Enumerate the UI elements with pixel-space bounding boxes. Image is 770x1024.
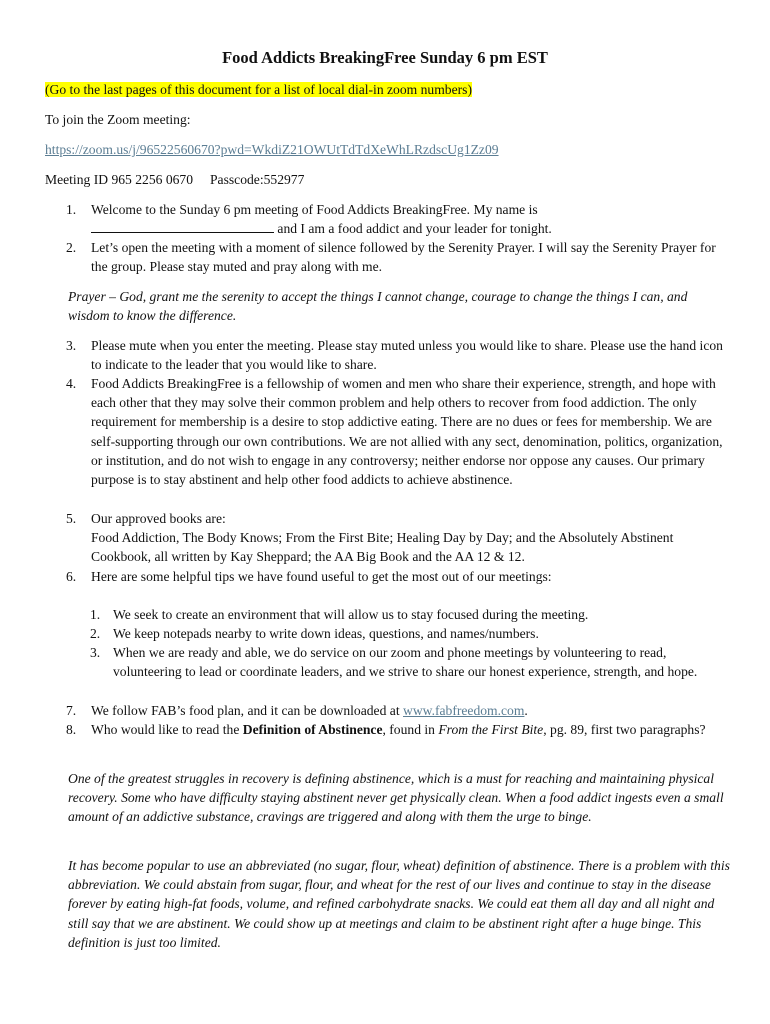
page-ref: , pg. 89, first two paragraphs? [543, 722, 706, 737]
fabfreedom-link[interactable]: www.fabfreedom.com [403, 703, 525, 718]
zoom-link-text[interactable]: https://zoom.us/j/96522560670?pwd=WkdiZ21OWUtTdTdXeWhLRzdscUg1Zz09 [45, 142, 499, 157]
tip-number: 3. [90, 645, 101, 660]
leader-text: and I am a food addict and your leader for tonight. [277, 221, 552, 237]
books-list: Food Addiction, The Body Knows; From the First Bite; Healing Day by Day; and the Absolutely Abstinent Cookbook, all written by Kay Sheppard; the AA Big Book and the AA 12 & 12. [91, 530, 674, 565]
period: . [524, 703, 528, 718]
tip-text: We keep notepads nearby to write down ideas, questions, and names/numbers. [113, 626, 539, 641]
list-text: Food Addicts BreakingFree is a fellowship of women and men who share their experience, strength, and hope with each other that they may solve their common problem and help others to recover from food addiction. The only requirement for membership is a desire to stop addictive eating. There are no dues or fees for membership. We are self-supporting through our own contributions. We are not allied with any sect, denomination, politics, organization, or institution, and do not wish to engage in any controversy; neither endorse nor oppose any causes. Our primary purpose is to stay abstinent and help other food addicts to achieve abstinence. [91, 376, 723, 488]
list-item-2 [66, 238, 728, 276]
dial-in-note [45, 80, 472, 99]
list-number: 7. [66, 703, 77, 718]
abstinence-paragraph-2: It has become popular to use an abbreviated (no sugar, flour, wheat) definition of abstinence. There is a problem with this abbreviation. We could abstain from sugar, flour, and wheat for the rest of our lives and continue to stay in the disease forever by eating high-fat foods, volume, and refined carbohydrate snacks. We could eat them all day and all night and still say that we are abstinent. We could show up at meetings and claim to be abstinent right after a huge binge. This definition is just too limited. [68, 858, 730, 950]
list-number: 8. [66, 722, 77, 737]
tip-text: We seek to create an environment that will allow us to stay focused during the meeting. [113, 607, 589, 622]
list-text: Let’s open the meeting with a moment of silence followed by the Serenity Prayer. I will say the Serenity Prayer for the group. Please stay muted and pray along with me. [91, 240, 716, 275]
list-number: 2. [66, 240, 77, 255]
highlighted-note: (Go to the last pages of this document for a list of local dial-in zoom numbers) [45, 82, 472, 97]
list-item-1 [66, 200, 728, 238]
list-item-3 [66, 336, 728, 374]
list-item-4 [66, 374, 728, 489]
tip-number: 1. [90, 607, 101, 622]
serenity-prayer: Prayer – God, grant me the serenity to accept the things I cannot change, courage to change the things I can, and wisdom to know the difference. [68, 289, 688, 324]
list-number: 5. [66, 511, 77, 526]
tip-item-1 [90, 605, 730, 624]
list-item-7 [66, 701, 728, 720]
tip-item-3 [90, 643, 730, 681]
join-instructions: To join the Zoom meeting: [45, 112, 191, 127]
document-title: Food Addicts BreakingFree Sunday 6 pm EST [222, 48, 548, 67]
list-number: 6. [66, 569, 77, 584]
list-item-5 [66, 509, 728, 567]
found-in-text: , found in [382, 722, 439, 737]
list-text: Here are some helpful tips we have found useful to get the most out of our meetings: [91, 569, 552, 584]
definition-title: Definition of Abstinence [242, 722, 383, 737]
list-item-6 [66, 567, 728, 586]
list-item-8 [66, 720, 728, 739]
read-prompt: Who would like to read the [91, 722, 243, 737]
book-title: From the First Bite [438, 722, 544, 737]
books-heading: Our approved books are: [91, 511, 226, 526]
tip-number: 2. [90, 626, 101, 641]
tip-text: When we are ready and able, we do service on our zoom and phone meetings by volunteering to read, volunteering to lead or coordinate leaders, and we strive to share our honest experience, strength, and hope. [113, 645, 698, 680]
list-text [91, 720, 728, 739]
list-text [91, 200, 728, 238]
list-number: 4. [66, 376, 77, 391]
food-plan-text: We follow FAB’s food plan, and it can be downloaded at [91, 703, 403, 718]
list-text [91, 509, 728, 567]
list-text: Please mute when you enter the meeting. Please stay muted unless you would like to share. Please use the hand icon to indicate to the leader that you would like to share. [91, 338, 723, 373]
list-text [91, 701, 728, 720]
zoom-link[interactable] [45, 140, 499, 159]
list-number: 3. [66, 338, 77, 353]
abstinence-paragraph-1: One of the greatest struggles in recovery is defining abstinence, which is a must for reaching and maintaining physical recovery. Some who have difficulty staying abstinent never get physically clean. When a food addict ingests even a small amount of an addictive substance, cravings are triggered and along with them the urge to binge. [68, 771, 724, 825]
list-number: 1. [66, 202, 77, 217]
name-blank-line [91, 220, 274, 233]
welcome-text: Welcome to the Sunday 6 pm meeting of Food Addicts BreakingFree. My name is [91, 202, 538, 217]
meeting-id: Meeting ID 965 2256 0670 Passcode:552977 [45, 172, 305, 187]
tip-item-2 [90, 624, 730, 643]
